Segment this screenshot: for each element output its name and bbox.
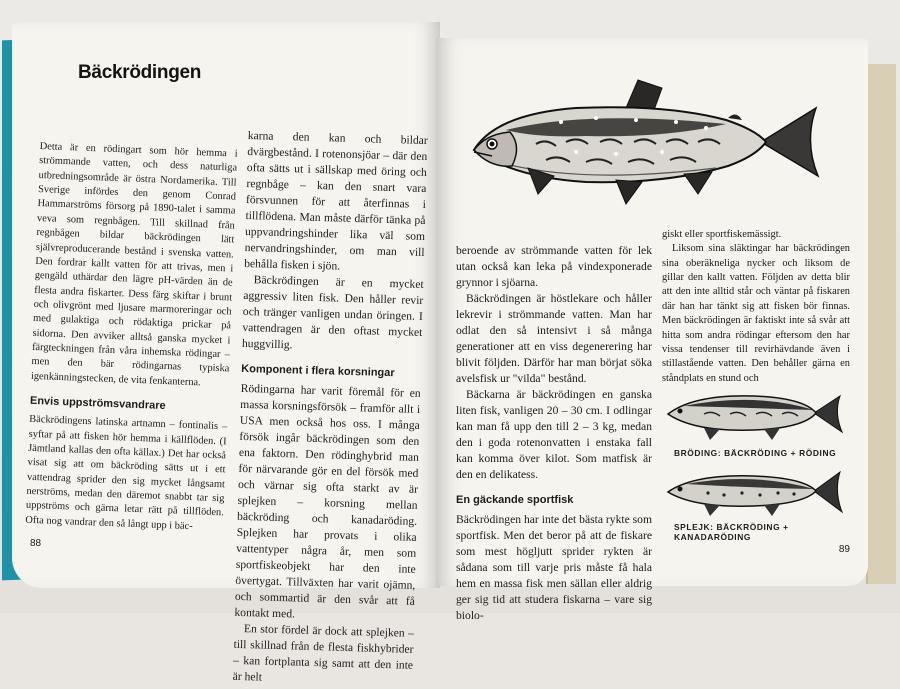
section-heading-sportfisk: En gäckande sportfisk	[456, 493, 574, 506]
intro-paragraph: Detta är en rödingart som hör hemma i strömmande vatten, och dess naturliga utbredningsområde är östra Nordamerika. Till Sverige infördes den genom Conrad Hammarströms försorg på 1890-talet i samma veva som regnbågen. Till skillnad från regnbågen bildar bäckrödingen lätt självreproducerande bestånd i svenska vatten. Den fordrar kallt vatten för att trivas, men i gengäld uthärdar den lägre pH-värden än de flesta andra fiskarter. Dess färg skiftar i brunt och olivgrönt med ljusare marmoreringar och med gulaktiga och rödaktiga prickar på sidorna. Den avviker alltså ganska mycket i färgteckningen från våra inhemska rödingar – men den bär rödingarnas typiska igenkänningstecken, de vita fenkanterna.	[30, 140, 238, 389]
book-cover-right	[866, 64, 896, 584]
section-heading-korsningar: Komponent i flera korsningar	[241, 362, 395, 379]
left-page	[12, 22, 440, 684]
right-paragraph-2: Bäckrödingen är höstlekare och håller lekrevir i strömmande vatten. Man har odlat den så intensivt i så många generationer att en viss degenerering har blivit följden. Därför har man börjat söka avelsfisk ur "vilda" bestånd.	[456, 291, 652, 385]
right-column-1	[456, 243, 652, 624]
fish-caption-splejk: SPLEJK: BÄCKRÖDING + KANADARÖDING	[674, 522, 789, 542]
col2-paragraph-3: Rödingarna har varit föremål för en massa korsningsförsök – framför allt i USA men också hos oss. I många försök ingår bäckrödingen som den ena faktorn. Den rödinghybrid man för närvarande gör en del försök med och värnar sig ofta starkt av är splejken – korsning mellan bäckröding och kanadaröding. Splejken har provats i olika vattentyper några år, men som sportfiskeobjekt har den inte övertygat. Tillväxten har varit ojämn, och sommartid är den svår att få kontakt med.	[234, 381, 421, 621]
section-heading-envis: Envis uppströmsvandrare	[29, 394, 166, 413]
left-column-2	[232, 128, 427, 689]
right-column-2	[662, 228, 850, 386]
col2-paragraph-4: En stor fördel är dock att splejken – till skillnad från de flesta fiskhybrider – kan fortplanta sig samt att den inte är helt	[232, 621, 415, 684]
col2-paragraph-2: Bäckrödingen är en mycket aggressiv liten fisk. Den håller revir och tränger vanligen undan öringen. I vattendragen är den oftast mycket huggvillig.	[241, 273, 424, 352]
right-paragraph-3: Bäckarna är bäckrödingen en ganska liten fisk, vanligen 20 – 30 cm. I odlingar kan man få upp den till 2 – 3 kg, medan den i goda rotenonvatten i enstaka fall kan komma över kilot. Som matfisk är den en delikatess.	[456, 387, 652, 481]
splejk-fish-illustration	[664, 462, 844, 520]
chapter-title: Bäckrödingen	[78, 62, 202, 83]
page-number-right: 89	[838, 544, 850, 555]
right-paragraph-1: beroende av strömmande vatten för lek utan också kan leka på vindexponerade grynnor i sjöarna.	[456, 244, 652, 289]
col2-paragraph-1: karna den kan och bildar dvärgbestånd. I rotenonsjöar – där den ofta sätts ut i sällskap med öring och regnbåge – kan den snart vara försvunnen för att återfinnas i tillflödena. Man måste därför tänka på uppvandringshinder lika väl som nervandringshinder, om man vill behålla fisken i sjön.	[244, 128, 428, 273]
brook-trout-illustration	[466, 72, 826, 212]
right-col2-paragraph-2: Liksom sina släktingar har bäckrödingen sina oberäkneliga nycker och liksom de gillar den kallt vatten. Följden av detta blir att den inte alltid står och väntar på fiskaren där han har tänkt sig att fisken bör finnas. Men bäckrödingen är faktiskt inte så svår att hitta som andra rödingar eftersom den har vissa tendenser till revirhävdande även i stillastående vatten. Den behåller gärna en ståndplats en stund och	[662, 243, 850, 384]
right-page	[436, 38, 868, 622]
broding-fish-illustration	[664, 384, 844, 442]
right-col2-paragraph-1: giskt eller sportfiskemässigt.	[662, 229, 782, 240]
page-number-left: 88	[30, 538, 42, 549]
envis-paragraph: Bäckrödingens latinska artnamn – fontinalis – syftar på att fisken hör hemma i källflöden. (I Jämtland kallas den ofta källax.) Det har också visat sig att om bäckröding sätts ut i ett vattendrag sprider den sig mycket långsamt nerströms, medan den däremot snabbt tar sig uppströms och gärna letar rätt på tillflöden. Ofta nog vandrar den så långt upp i bäc-	[25, 414, 228, 532]
fish-caption-broding: BRÖDING: BÄCKRÖDING + RÖDING	[674, 448, 837, 458]
right-paragraph-4: Bäckrödingen har inte det bästa rykte som sportfisk. Men det beror på att de fiskare som mest högljutt sprider rykten är sådana som till varje pris måste få hala hem en massa fisk men sällan eller aldrig ger sig tid att studera fiskarna – vare sig biolo-	[456, 512, 652, 622]
left-column-1	[25, 140, 238, 535]
